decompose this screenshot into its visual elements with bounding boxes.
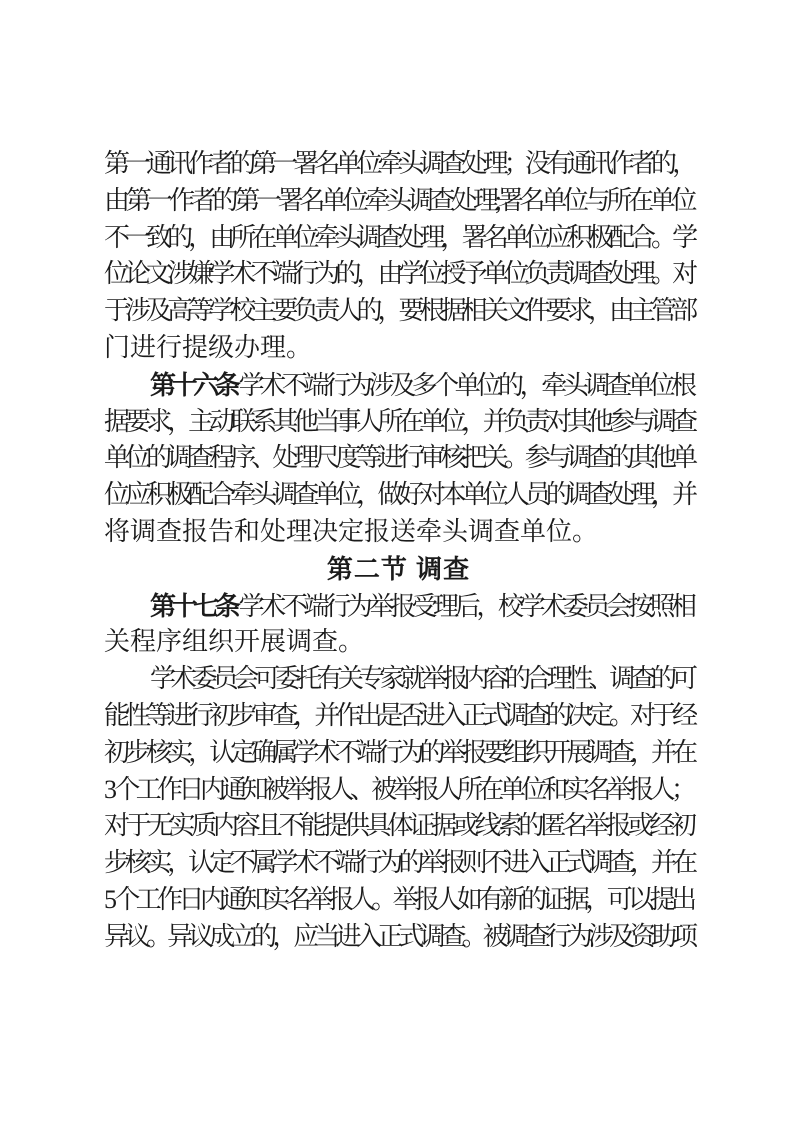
bold-text-run: 第十六条 — [150, 369, 237, 400]
text-line — [104, 698, 693, 735]
paragraph-indent — [104, 614, 150, 615]
text-run: 门进行提级办理。 — [104, 332, 313, 362]
text-line — [104, 845, 693, 882]
section-heading — [104, 551, 693, 588]
text-line — [104, 146, 693, 183]
text-run: 学术委员会可委托有关专家就举报内容的合理性、调查的可 — [150, 664, 693, 694]
text-line — [104, 293, 693, 330]
text-line — [104, 624, 693, 661]
text-line — [104, 256, 693, 293]
text-line — [104, 772, 693, 809]
text-run: 将调查报告和处理决定报送牵头调查单位。 — [104, 516, 599, 546]
text-line — [104, 367, 693, 404]
text-run: 于涉及高等学校主要负责人的，要根据相关文件要求，由主管部 — [104, 296, 694, 326]
text-run: 位应积极配合牵头调查单位，做好对本单位人员的调查处理，并 — [104, 480, 694, 510]
paragraph-indent — [104, 393, 150, 394]
text-run: 学术不端行为举报受理后，校学术委员会按照相 — [236, 591, 693, 621]
text-line — [104, 882, 693, 919]
page-body — [104, 146, 693, 956]
text-run: 由第一作者的第一署名单位牵头调查处理;署名单位与所在单位 — [104, 185, 694, 215]
text-line — [104, 330, 693, 367]
text-line — [104, 477, 693, 514]
text-run: 单位的调查程序、处理尺度等进行审核把关。参与调查的其他单 — [104, 443, 694, 473]
paragraph-indent — [104, 686, 150, 687]
text-run: 位论文涉嫌学术不端行为的，由学位授予单位负责调查处理。对 — [104, 259, 694, 289]
text-run: 学术不端行为涉及多个单位的，牵头调查单位根 — [236, 370, 693, 400]
text-line — [104, 220, 693, 257]
text-run: 关程序组织开展调查。 — [104, 627, 365, 657]
text-line — [104, 183, 693, 220]
text-line — [104, 588, 693, 625]
text-line — [104, 735, 693, 772]
text-run: 能性等进行初步审查，并作出是否进入正式调查的决定。对于经 — [104, 700, 694, 730]
text-line — [104, 404, 693, 441]
text-run: 步核实，认定不属学术不端行为的举报则不进入正式调查，并在 — [104, 848, 694, 878]
text-run: 据要求，主动联系其他当事人所在单位，并负责对其他参与调查 — [104, 406, 694, 436]
text-run: 第一通讯作者的第一署名单位牵头调查处理；没有通讯作者的， — [104, 149, 694, 178]
text-line — [104, 661, 693, 698]
text-run: 初步核实，认定确属学术不端行为的举报要组织开展调查，并在 — [104, 737, 694, 767]
bold-text-run: 第二节 调查 — [326, 553, 471, 584]
bold-text-run: 第十七条 — [150, 590, 237, 621]
text-run: 5 个工作日内通知实名举报人。举报人如有新的证据，可以提出 — [104, 884, 693, 914]
text-line — [104, 514, 693, 551]
text-run: 3 个工作日内通知被举报人、被举报人所在单位和实名举报人； — [104, 774, 693, 804]
text-run: 异议。异议成立的，应当进入正式调查。被调查行为涉及资助项 — [104, 921, 694, 951]
text-line — [104, 919, 693, 956]
text-run: 对于无实质内容且不能提供具体证据或线索的匿名举报或经初 — [104, 811, 693, 841]
text-line — [104, 808, 693, 845]
text-run: 不一致的，由所在单位牵头调查处理，署名单位应积极配合。学 — [104, 222, 694, 252]
text-line — [104, 440, 693, 477]
